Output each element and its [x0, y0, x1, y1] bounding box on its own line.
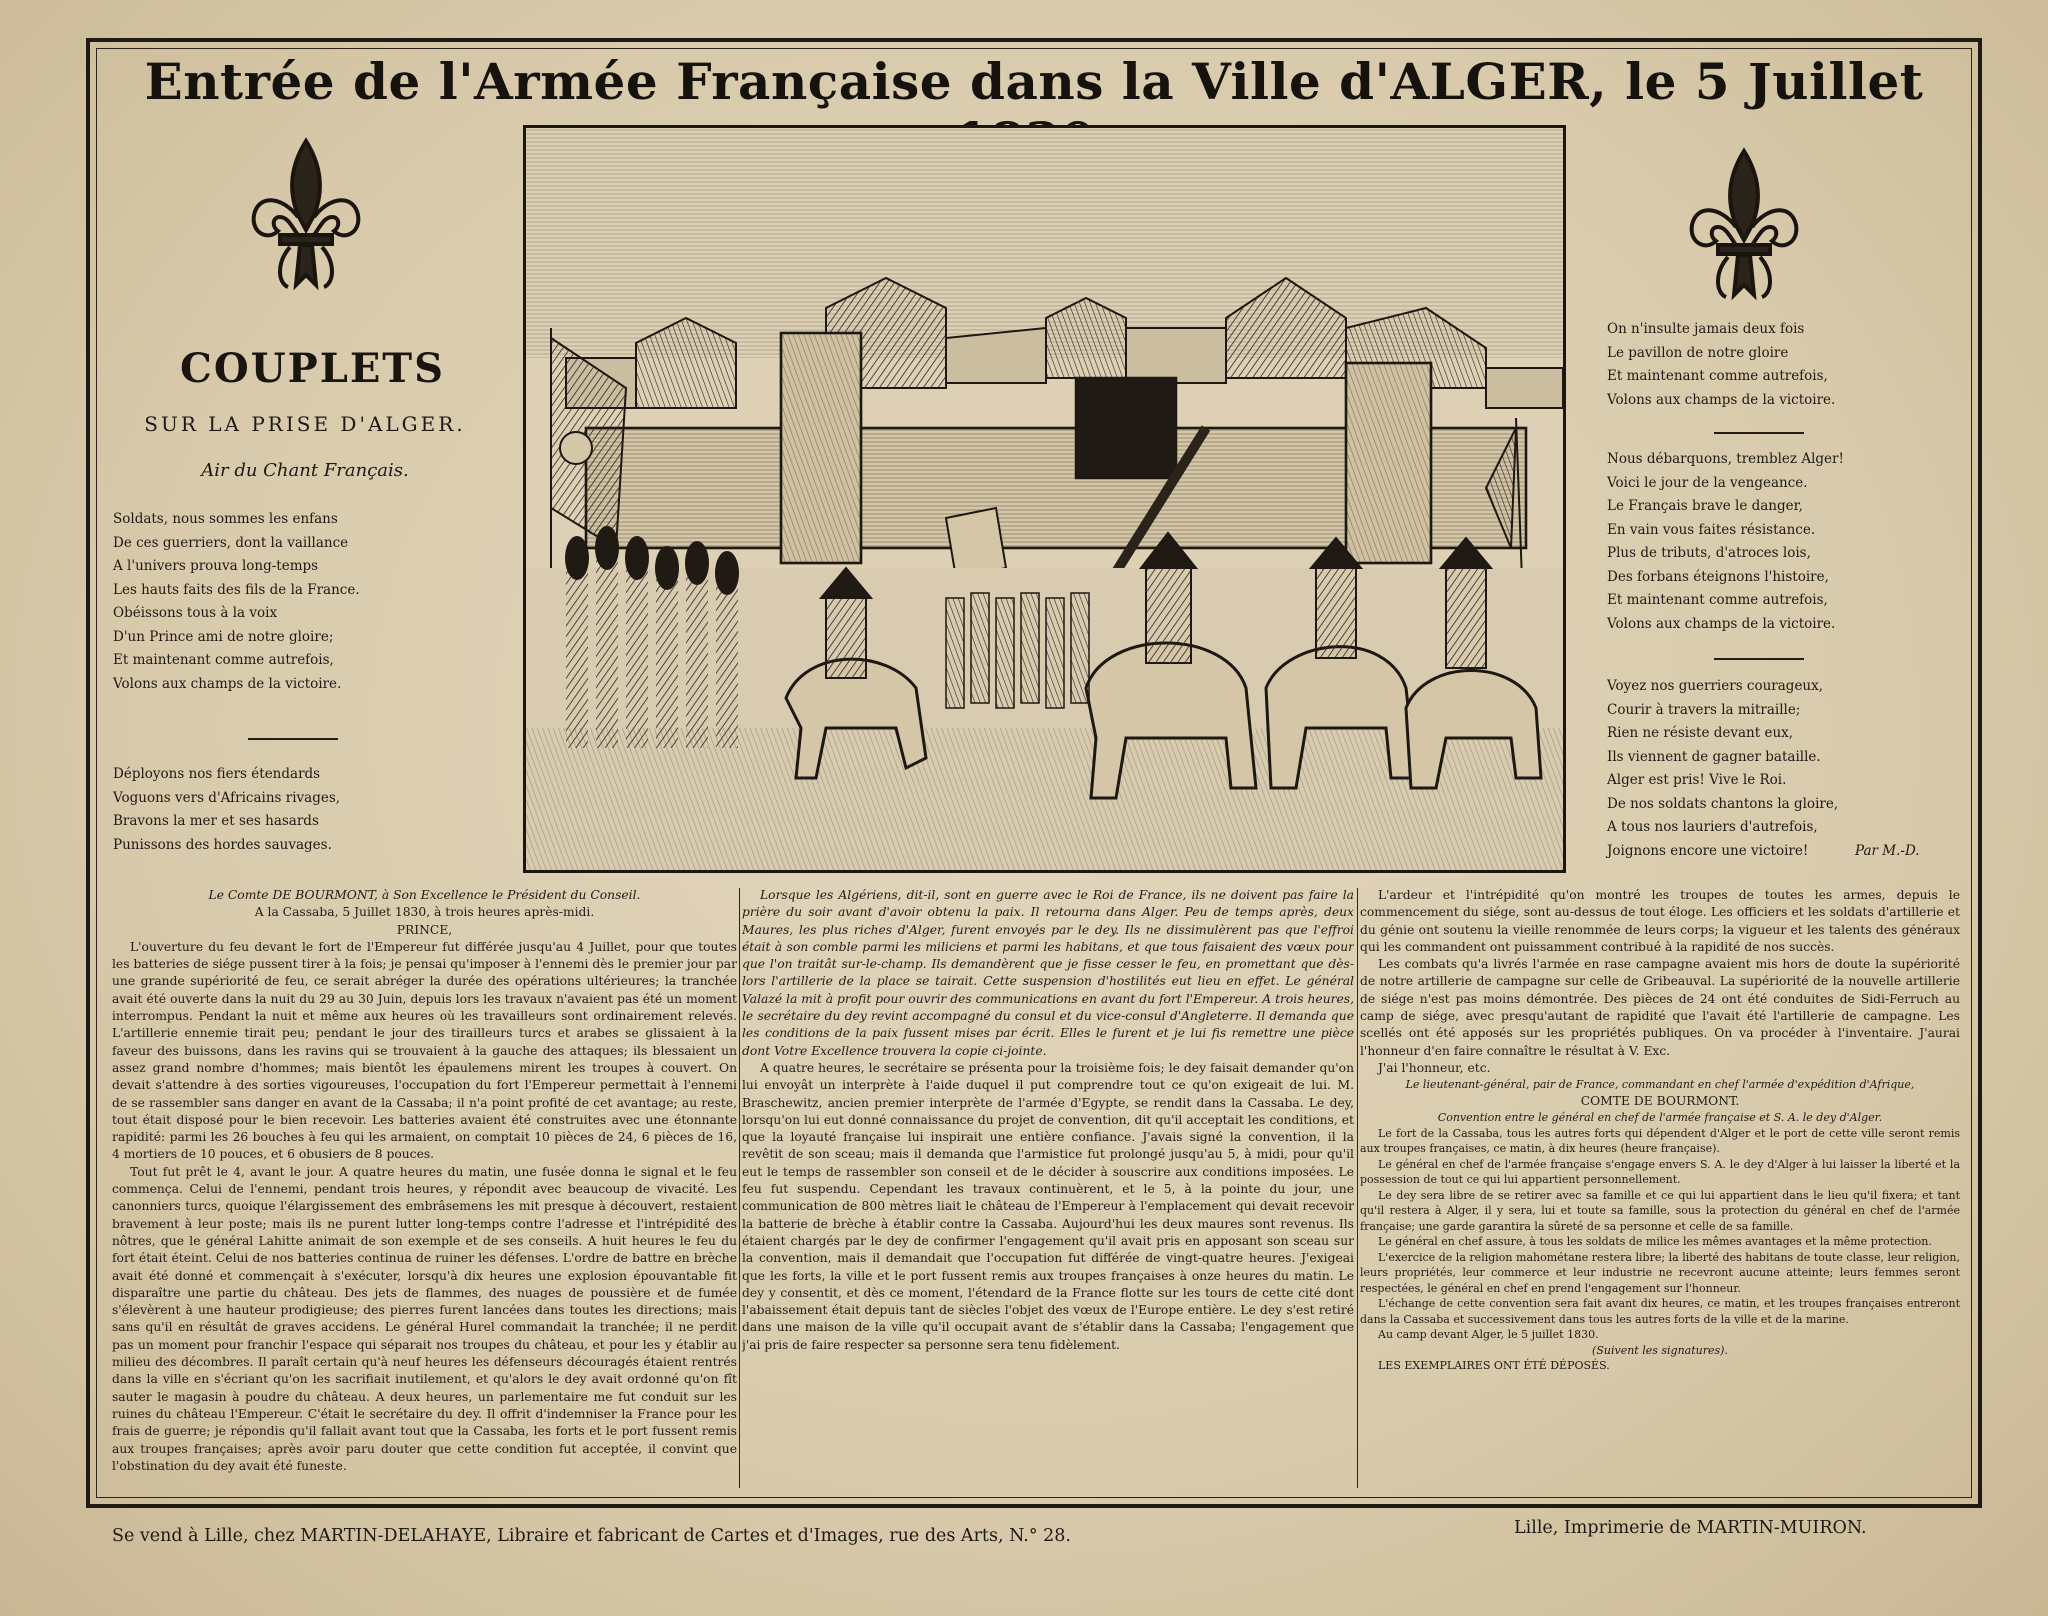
verse-line: De ces guerriers, dont la vaillance: [113, 534, 349, 551]
verse-line: Déployons nos fiers étendards: [113, 766, 321, 782]
couplets-subheading: SUR LA PRISE D'ALGER.: [144, 412, 466, 436]
couplets-air: Air du Chant Français.: [201, 460, 409, 481]
column-rule: [1357, 888, 1358, 1488]
verse-4: [1607, 448, 1844, 636]
verse-line: Nous débarquons, tremblez Alger!: [1607, 451, 1844, 467]
verse-line: Volons aux champs de la victoire.: [1607, 391, 1836, 408]
verse-5: [1607, 675, 1838, 863]
verse-line: Et maintenant comme autrefois,: [1607, 368, 1828, 384]
letter-dateline: A la Cassaba, 5 Juillet 1830, à trois heures après-midi.: [254, 905, 595, 920]
footer-printer: Lille, Imprimerie de MARTIN-MUIRON.: [1514, 1518, 1867, 1538]
verse-line: Courir à travers la mitraille;: [1607, 701, 1801, 718]
couplets-heading: COUPLETS: [180, 345, 445, 392]
verse-line: Les hauts faits des fils de la France.: [113, 581, 360, 598]
verse-line: Soldats, nous sommes les enfans: [113, 511, 338, 527]
verse-signature: Par M.-D.: [1855, 843, 1920, 859]
column-rule: [739, 888, 740, 1488]
verse-line: Voyez nos guerriers courageux,: [1607, 678, 1824, 694]
letter-paragraph: Tout fut prêt le 4, avant le jour. A quatre heures du matin, une fusée donna le signal et le feu commença. Celui de l'ennemi, pendant trois heures, y répondit avec beaucoup de vivacité. Les canonniers turcs, quoique l'élargissement des embrâsemens les mit presque à découvert, restaient bravement à leur poste; mais ils ne purent lutter long-temps contre l'adresse et l'intrépidité des nôtres, que le général Lahitte animait de son exemple et de ses conseils. A huit heures le feu du fort était éteint. Celui de nos batteries continua de ruiner les défenses. L'ordre de battre en brèche avait été donné et commençait à s'exécuter, lorsqu'à dix heures une explosion épouvantable fit disparaître une partie du château. Des jets de flammes, des nuages de poussière et de fumée s'élevèrent à une hauteur prodigieuse; des pierres furent lancées dans toutes les directions; mais sans qu'il en résultât de graves accidens. Le général Hurel commandait la tranchée; il ne perdit pas un moment pour franchir l'espace qui séparait nos troupes du château, et pour les y établir au milieu des décombres. Il paraît certain qu'à neuf heures les défenseurs découragés étaient rentrés dans la ville en s'écriant qu'on les sacrifiait inutilement, et qu'alors le dey avait ordonné qu'on fît sauter le magasin à poudre du château. A deux heures, un parlementaire me fut conduit sur les ruines du château l'Empereur. C'était le secrétaire du dey. Il offrit d'indemniser la France pour les frais de guerre; je répondis qu'il fallait avant tout que la Cassaba, les forts et le port fussent remis aux troupes françaises; après avoir paru douter que cette condition fut acceptée, il convint que l'obstination du dey avait été funeste.: [112, 1164, 737, 1473]
signature-title: Le lieutenant-général, pair de France, commandant en chef l'armée d'expédition d'Afrique,: [1405, 1078, 1915, 1092]
letter-closing: J'ai l'honneur, etc.: [1378, 1060, 1491, 1075]
letter-paragraph: Les combats qu'a livrés l'armée en rase campagne avaient mis hors de doute la supériorité de notre artillerie de campagne sur celle de Gribeauval. La supériorité de la nouvelle artillerie de siége n'est pas moins démontrée. Des pièces de 24 ont été conduites de Sidi-Ferruch au camp de siége, avec presqu'autant de rapidité que l'avait été l'artillerie de campagne. Les scellés ont été apposés sur les propriétés publiques. On va procéder à l'inventaire. J'aurai l'honneur d'en faire connaître le résultat à V. Exc.: [1360, 957, 1960, 1058]
letter-salutation: PRINCE,: [396, 922, 453, 937]
verse-line: De nos soldats chantons la gloire,: [1607, 795, 1839, 812]
convention-dateline: Au camp devant Alger, le 5 juillet 1830.: [1378, 1328, 1599, 1342]
convention-title: Convention entre le général en chef de l'armée française et S. A. le dey d'Alger.: [1437, 1111, 1883, 1125]
verse-line: Rien ne résiste devant eux,: [1607, 725, 1794, 741]
verse-line: Volons aux champs de la victoire.: [113, 675, 342, 692]
report-column-3: [1360, 887, 1960, 1495]
page-title: Entrée de l'Armée Française dans la Ville d'ALGER, le 5 Juillet: [144, 52, 1924, 111]
convention-signatures: (Suivent les signatures).: [1592, 1343, 1728, 1357]
verse-line: Punissons des hordes sauvages.: [113, 836, 332, 853]
verse-divider: [1714, 432, 1804, 434]
verse-line: Et maintenant comme autrefois,: [1607, 592, 1828, 608]
woodcut-scene: [526, 128, 1563, 870]
deposit-notice: LES EXEMPLAIRES ONT ÉTÉ DÉPOSÉS.: [1378, 1359, 1610, 1373]
report-column-1: [112, 887, 737, 1495]
verse-line: Alger est pris! Vive le Roi.: [1607, 772, 1787, 788]
footer-publisher: Se vend à Lille, chez MARTIN-DELAHAYE, Libraire et fabricant de Cartes et d'Images, rue des Arts, N.° 28.: [112, 1526, 1071, 1546]
verse-divider: [1714, 658, 1804, 660]
convention-article: Le dey sera libre de se retirer avec sa famille et ce qui lui appartient dans le lieu qu'il fixera; et tant qu'il restera à Alger, il y sera, lui et toute sa famille, sous la protection du général en chef de l'armée française; une garde garantira la sûreté de sa personne et celle de sa famille.: [1360, 1188, 1960, 1233]
verse-line: En vain vous faites résistance.: [1607, 521, 1816, 538]
verse-line: Obéissons tous à la voix: [113, 605, 278, 621]
convention-article: Le général en chef de l'armée française s'engage envers S. A. le dey d'Alger à lui laisser la liberté et la possession de tout ce qui lui appartient personnellement.: [1360, 1157, 1960, 1187]
verse-2: [113, 763, 340, 857]
verse-line: Et maintenant comme autrefois,: [113, 652, 334, 668]
letter-paragraph: A quatre heures, le secrétaire se présenta pour la troisième fois; le dey faisait demander qu'on lui envoyât un interprète à l'aide duquel il put comprendre tout ce qu'on exigeait de lui. M. Braschewitz, ancien premier interprète de l'armée d'Egypte, se rendit dans la Cassaba. Le dey, lorsqu'on lui eut donné connaissance du projet de convention, dit qu'il acceptait les conditions, et que la loyauté française lui inspirait une entière confiance. J'avais signé la convention, il la revêtit de son sceau; mais il demanda que l'armistice fut prolongé jusqu'au 5, à midi, pour qu'il eut le temps de rassembler son conseil et de le décider à souscrire aux conditions imposées. Le feu fut suspendu. Cependant les travaux continuèrent, et le 5, à la pointe du jour, une communication de 800 mètres liait le château de l'Empereur à l'emplacement qui devait recevoir la batterie de brèche à établir contre la Cassaba. Aujourd'hui les deux maures sont revenus. Ils étaient chargés par le dey de confirmer l'engagement qu'il avait pris en apposant son sceau sur la convention, mais il demandait que l'occupation fut différée de vingt-quatre heures. J'exigeai que les forts, la ville et le port fussent remis aux troupes françaises à onze heures du matin. Le dey y consentit, et dès ce moment, l'étendard de la France flotte sur les tours de cette cité dont l'abaissement était depuis tant de siècles l'objet des vœux de l'Europe entière. Le dey s'est retiré dans une maison de la ville qu'il occupait avant de s'établir dans la Cassaba; l'engagement que j'ai pris de faire respecter sa personne sera tenu fidèlement.: [742, 1060, 1354, 1352]
fleur-de-lis-icon: [1683, 145, 1805, 305]
verse-line: Voici le jour de la vengeance.: [1607, 474, 1808, 491]
verse-line: Plus de tributs, d'atroces lois,: [1607, 545, 1811, 561]
verse-line: Ils viennent de gagner bataille.: [1607, 748, 1821, 765]
verse-1: [113, 508, 360, 696]
convention-article: Le général en chef assure, à tous les soldats de milice les mêmes avantages et la même protection.: [1378, 1235, 1932, 1249]
letter-paragraph: L'ouverture du feu devant le fort de l'Empereur fut différée jusqu'au 4 Juillet, pour que toutes les batteries de siége pussent tirer à la fois; je pensai qu'imposer à l'ennemi dès le premier jour par une grande supériorité de feu, ce serait abréger la durée des opérations ultérieures; la tranchée avait été ouverte dans la nuit du 29 au 30 Juin, depuis lors les travaux n'avaient pas été un moment interrompus. Pendant la nuit et même aux heures où les travailleurs sont ordinairement relevés. L'artillerie ennemie tirait peu; pendant le jour des tirailleurs turcs et arabes se glissaient à la faveur des buissons, dans les ravins qui se trouvaient à la gauche des attaques; ils blessaient un assez grand nombre d'hommes; mais bientôt les épaulemens mirent les troupes à couvert. On devait s'attendre à des sorties vigoureuses, l'occupation du fort l'Empereur permettait à l'ennemi de se rassembler sans danger en avant de la Cassaba; il n'a point profité de cet avantage; au reste, tout était disposé pour le bien recevoir. Les batteries avaient été construites avec une étonnante rapidité: parmi les 26 bouches à feu qui les armaient, on comptait 10 pièces de 24, 6 pièces de 16, 4 mortiers de 10 pouces, et 6 obusiers de 8 pouces.: [112, 939, 737, 1162]
letter-paragraph: Lorsque les Algériens, dit-il, sont en guerre avec le Roi de France, ils ne doivent pas faire la prière du soir avant d'avoir obtenu la paix. Il retourna dans Alger. Peu de temps après, deux Maures, les plus riches d'Alger, furent envoyés par le dey. Ils ne dissimulèrent pas que l'effroi était à son comble parmi les miliciens et parmi les habitans, et que tous faisaient des vœux pour que l'on traitât sur-le-champ. Ils demandèrent que je fisse cesser le feu, en promettant que dès-lors l'artillerie de la place se tairait. Cette suspension d'hostilités eut lieu en effet. Le général Valazé la mit à profit pour ouvrir des communications en avant du fort l'Empereur. A trois heures, le secrétaire du dey revint accompagné du consul et du vice-consul d'Angleterre. Il demanda que les conditions de la paix fussent mises par écrit. Elles le furent et je lui fis remettre une pièce dont Votre Excellence trouvera la copie ci-jointe.: [742, 888, 1354, 1058]
verse-line: D'un Prince ami de notre gloire;: [113, 628, 334, 645]
signature-name: COMTE DE BOURMONT.: [1580, 1093, 1740, 1108]
woodcut-illustration: [523, 125, 1566, 873]
letter-paragraph: L'ardeur et l'intrépidité qu'on montré les troupes de toutes les armes, depuis le commencement du siége, sont au-dessus de tout éloge. Les officiers et les soldats d'artillerie et du génie ont soutenu la vieille renommée de leurs corps; la vigueur et les talents des généraux qui les commandent ont puissamment contribué à la rapidité de nos succès.: [1360, 888, 1960, 954]
verse-line: On n'insulte jamais deux fois: [1607, 321, 1805, 337]
verse-line: Bravons la mer et ses hasards: [113, 813, 319, 829]
verse-line: A tous nos lauriers d'autrefois,: [1607, 819, 1818, 835]
verse-line: Le pavillon de notre gloire: [1607, 344, 1789, 361]
verse-line: A l'univers prouva long-temps: [113, 558, 319, 574]
verse-line: Joignons encore une victoire!: [1607, 842, 1809, 859]
letter-header: Le Comte DE BOURMONT, à Son Excellence le Président du Conseil.: [208, 888, 641, 902]
convention-article: L'exercice de la religion mahométane restera libre; la liberté des habitans de toute classe, leur religion, leurs propriétés, leur commerce et leur industrie ne recevront aucune atteinte; leurs femmes seront respectées, le général en chef en prend l'engagement sur l'honneur.: [1360, 1250, 1960, 1295]
verse-line: Voguons vers d'Africains rivages,: [113, 789, 341, 806]
verse-line: Des forbans éteignons l'histoire,: [1607, 568, 1829, 585]
verse-3: [1607, 318, 1835, 412]
fleur-de-lis-icon: [245, 135, 367, 295]
verse-line: Le Français brave le danger,: [1607, 498, 1803, 514]
verse-divider: [248, 738, 338, 740]
report-column-2: [742, 887, 1354, 1495]
convention-article: Le fort de la Cassaba, tous les autres forts qui dépendent d'Alger et le port de cette ville seront remis aux troupes françaises, ce matin, à dix heures (heure française).: [1360, 1126, 1960, 1156]
convention-article: L'échange de cette convention sera fait avant dix heures, ce matin, et les troupes françaises entreront dans la Cassaba et successivement dans tous les autres forts de la ville et de la marine.: [1360, 1297, 1960, 1326]
verse-line: Volons aux champs de la victoire.: [1607, 615, 1836, 632]
